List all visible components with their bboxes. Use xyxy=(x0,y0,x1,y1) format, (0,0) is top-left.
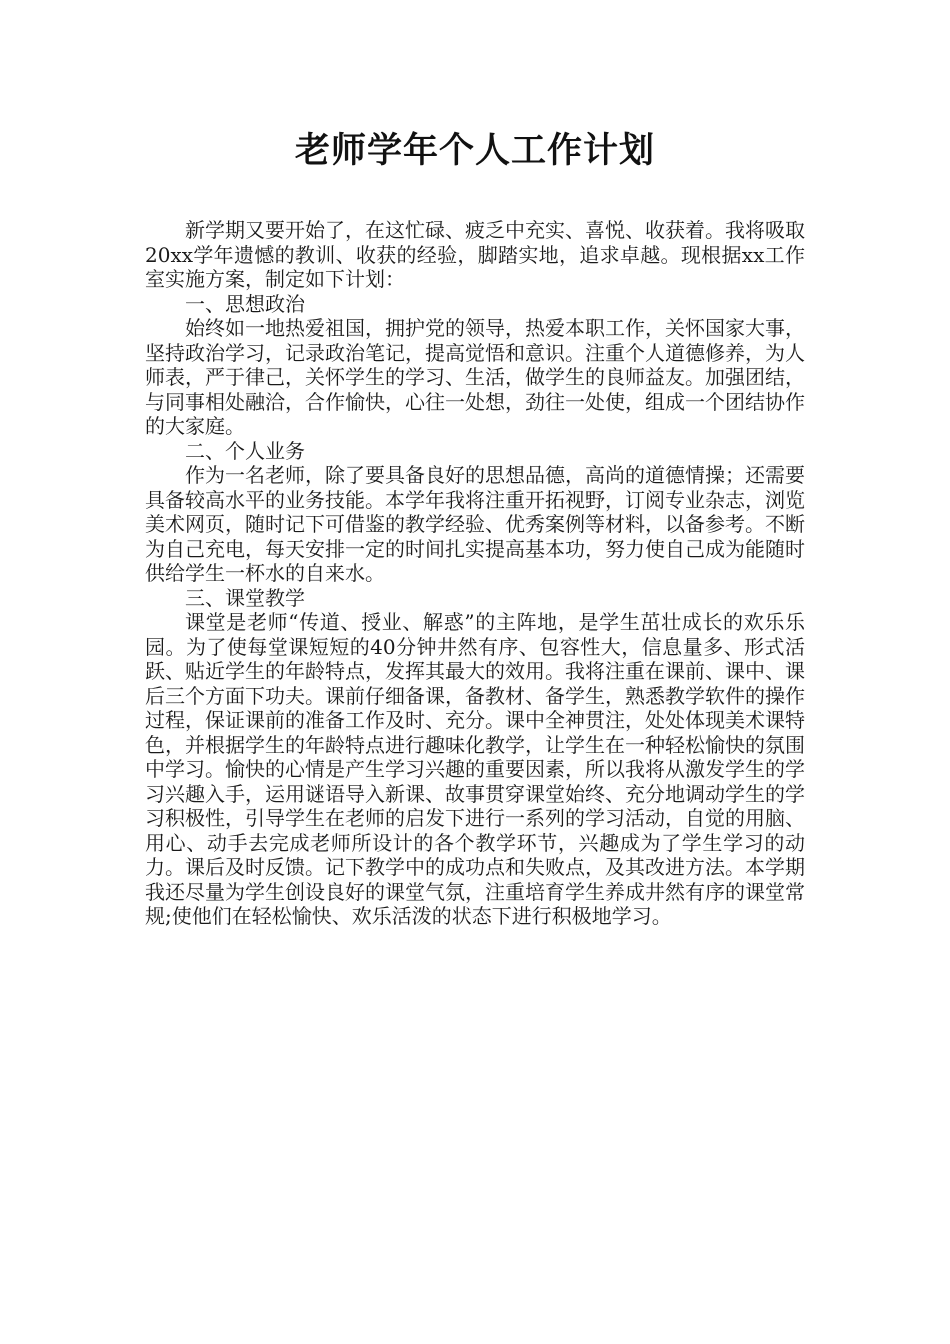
section-heading-professional: 二、个人业务 xyxy=(185,438,305,463)
document-body xyxy=(145,218,805,929)
section-body-teaching: 课堂是老师“传道、授业、解惑”的主阵地，是学生茁壮成长的欢乐乐园。为了使每堂课短短的40分钟井然有序、包容性大，信息量多、形式活跃、贴近学生的年龄特点，发挥其最大的效用。我将注重在课前、课中、课后三个方面下功夫。课前仔细备课，备教材、备学生，熟悉教学软件的操作过程，保证课前的准备工作及时、充分。课中全神贯注，处处体现美术课特色，并根据学生的年龄特点进行趣味化教学，让学生在一种轻松愉快的氛围中学习。愉快的心情是产生学习兴趣的重要因素，所以我将从激发学生的学习兴趣入手，运用谜语导入新课、故事贯穿课堂始终、充分地调动学生的学习积极性，引导学生在老师的启发下进行一系列的学习活动，自觉的用脑、用心、动手去完成老师所设计的各个教学环节，兴趣成为了学生学习的动力。课后及时反馈。记下教学中的成功点和失败点，及其改进方法。本学期我还尽量为学生创设良好的课堂气氛，注重培育学生养成井然有序的课堂常规;使他们在轻松愉快、欢乐活泼的状态下进行积极地学习。 xyxy=(145,610,805,928)
intro-paragraph: 新学期又要开始了，在这忙碌、疲乏中充实、喜悦、收获着。我将吸取20xx学年遗憾的教训、收获的经验，脚踏实地，追求卓越。现根据xx工作室实施方案，制定如下计划： xyxy=(145,218,805,291)
document-title: 老师学年个人工作计划 xyxy=(294,131,655,171)
section-body-politics: 始终如一地热爱祖国，拥护党的领导，热爱本职工作，关怀国家大事，坚持政治学习，记录政治笔记，提高觉悟和意识。注重个人道德修养，为人师表，严于律己，关怀学生的学习、生活，做学生的良师益友。加强团结，与同事相处融洽，合作愉快，心往一处想，劲往一处使，组成一个团结协作的大家庭。 xyxy=(145,316,805,438)
section-heading-politics: 一、思想政治 xyxy=(185,291,305,316)
section-heading-teaching: 三、课堂教学 xyxy=(185,585,305,610)
section-body-professional: 作为一名老师，除了要具备良好的思想品德，高尚的道德情操；还需要具备较高水平的业务技能。本学年我将注重开拓视野，订阅专业杂志，浏览美术网页，随时记下可借鉴的教学经验、优秀案例等材料，以备参考。不断为自己充电，每天安排一定的时间扎实提高基本功，努力使自己成为能随时供给学生一杯水的自来水。 xyxy=(145,463,805,585)
